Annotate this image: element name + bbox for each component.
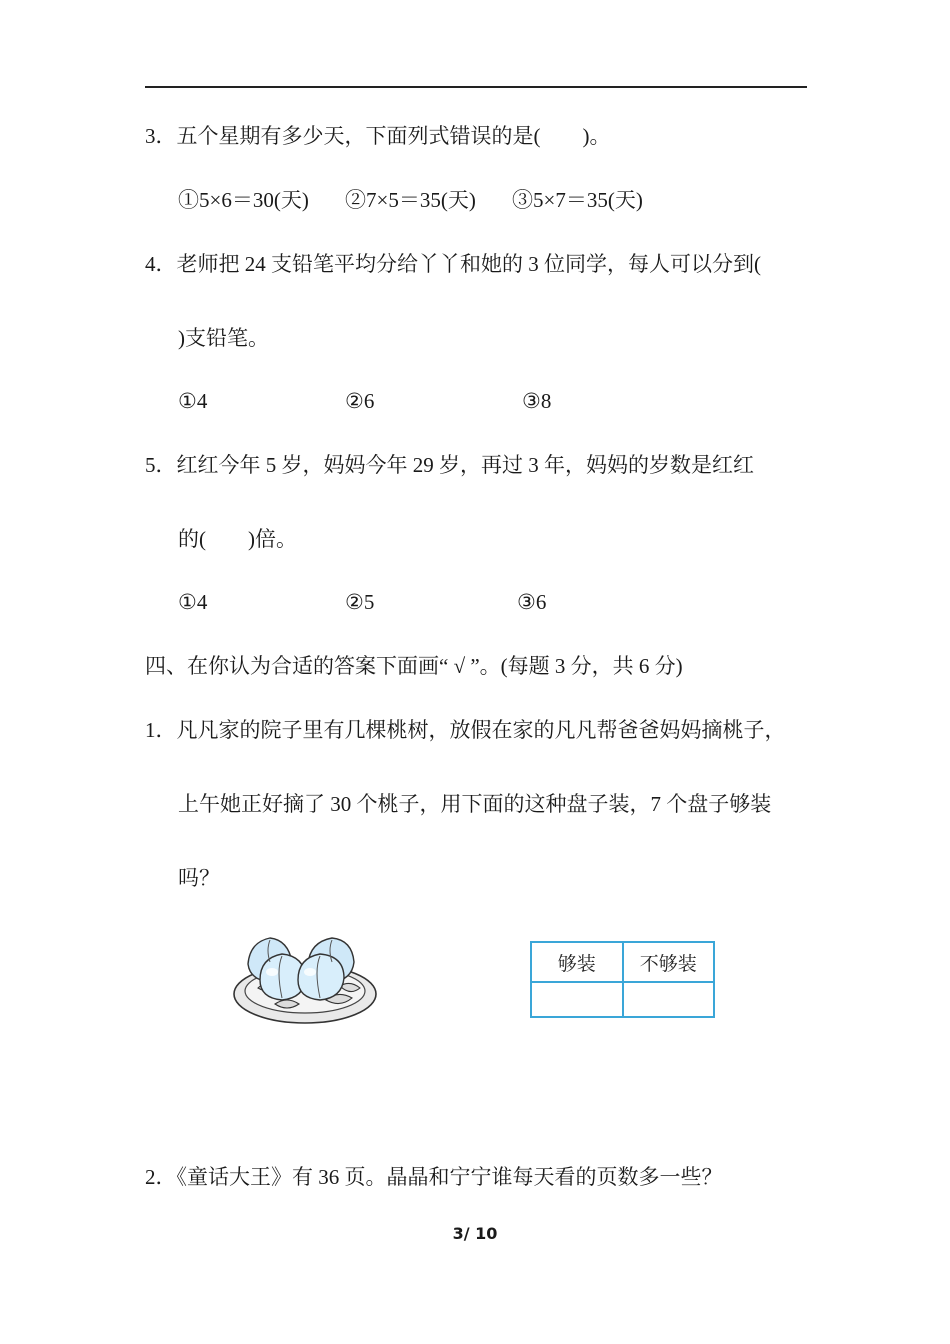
q4-line-2: )支铅笔。 (178, 326, 269, 350)
q5-option-3: ③6 (517, 590, 547, 614)
answer-table (530, 941, 715, 1018)
answer-cell-enough[interactable] (531, 982, 623, 1017)
answer-cell-not-enough[interactable] (623, 982, 715, 1017)
answer-header-enough: 够装 (531, 942, 623, 982)
q4-option-3: ③8 (522, 389, 552, 413)
q3-option-1: ①5×6＝30(天) (178, 188, 309, 212)
s4q1-line-2: 上午她正好摘了 30 个桃子，用下面的这种盘子装，7 个盘子够装 (178, 792, 772, 816)
s4q1-line-3: 吗？ (178, 866, 220, 890)
q3-text: 3．五个星期有多少天，下面列式错误的是( )。 (145, 124, 611, 148)
page-number: 3/ 10 (452, 1224, 498, 1243)
header-rule (145, 86, 807, 88)
q4-option-2: ②6 (345, 389, 375, 413)
q3-option-3: ③5×7＝35(天) (512, 188, 643, 212)
s4q2-text: 2．《童话大王》有 36 页。晶晶和宁宁谁每天看的页数多一些？ (145, 1165, 723, 1189)
answer-header-not-enough: 不够装 (623, 942, 715, 982)
q5-option-2: ②5 (345, 590, 375, 614)
q4-line-1: 4．老师把 24 支铅笔平均分给丫丫和她的 3 位同学，每人可以分到( (145, 252, 761, 276)
peach-plate-illustration (230, 928, 380, 1026)
q5-line-1: 5．红红今年 5 岁，妈妈今年 29 岁，再过 3 年，妈妈的岁数是红红 (145, 453, 754, 477)
q5-option-1: ①4 (178, 590, 208, 614)
q3-option-2: ②7×5＝35(天) (345, 188, 476, 212)
s4q1-line-1: 1．凡凡家的院子里有几棵桃树，放假在家的凡凡帮爸爸妈妈摘桃子， (145, 718, 786, 742)
q5-line-2: 的( )倍。 (178, 527, 297, 551)
section-4-heading: 四、在你认为合适的答案下面画“ √ ”。(每题 3 分，共 6 分) (145, 654, 683, 678)
q4-option-1: ①4 (178, 389, 208, 413)
